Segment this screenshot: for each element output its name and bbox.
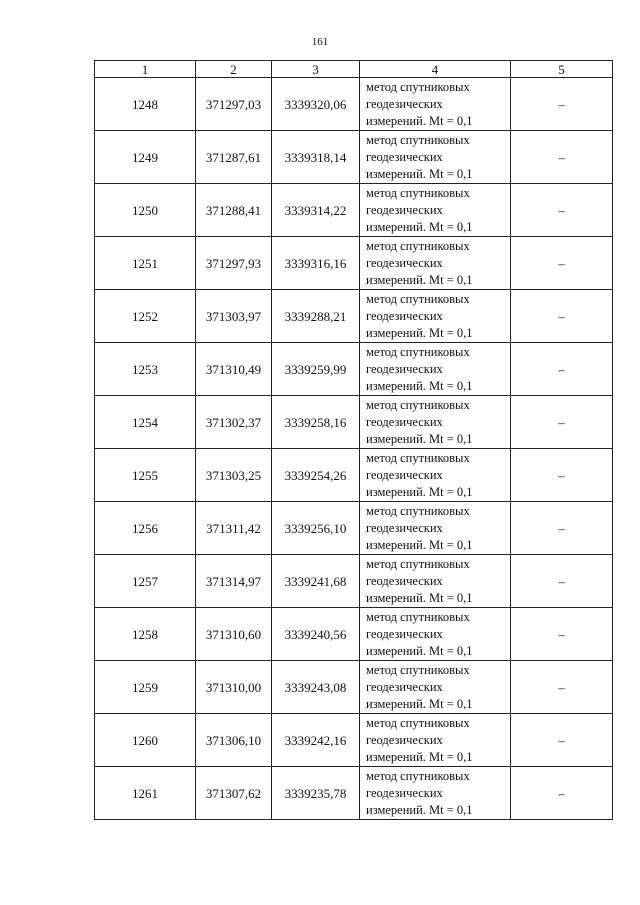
point-number-cell: 1253 xyxy=(95,343,196,396)
method-line-1: метод спутниковых xyxy=(366,291,470,306)
point-number-cell: 1259 xyxy=(95,661,196,714)
x-coordinate-cell: 371306,10 xyxy=(196,714,272,767)
table-row xyxy=(95,502,613,555)
column-header-1: 1 xyxy=(95,61,196,78)
y-coordinate-cell: 3339235,78 xyxy=(272,767,360,820)
method-line-3: измерений. Mt = 0,1 xyxy=(366,166,473,181)
method-line-1: метод спутниковых xyxy=(366,132,470,147)
method-line-3: измерений. Mt = 0,1 xyxy=(366,378,473,393)
note-cell: – xyxy=(511,184,613,237)
method-line-3: измерений. Mt = 0,1 xyxy=(366,590,473,605)
x-coordinate-cell: 371314,97 xyxy=(196,555,272,608)
point-number-cell: 1254 xyxy=(95,396,196,449)
method-cell xyxy=(360,502,511,555)
method-line-1: метод спутниковых xyxy=(366,609,470,624)
x-coordinate-cell: 371303,97 xyxy=(196,290,272,343)
method-cell xyxy=(360,184,511,237)
table-row xyxy=(95,449,613,502)
method-line-1: метод спутниковых xyxy=(366,503,470,518)
method-cell xyxy=(360,767,511,820)
note-cell: – xyxy=(511,502,613,555)
x-coordinate-cell: 371297,03 xyxy=(196,78,272,131)
table-row xyxy=(95,131,613,184)
method-line-2: геодезических xyxy=(366,149,443,164)
table-row xyxy=(95,78,613,131)
point-number-cell: 1248 xyxy=(95,78,196,131)
point-number-cell: 1255 xyxy=(95,449,196,502)
y-coordinate-cell: 3339254,26 xyxy=(272,449,360,502)
x-coordinate-cell: 371287,61 xyxy=(196,131,272,184)
method-line-2: геодезических xyxy=(366,202,443,217)
method-line-3: измерений. Mt = 0,1 xyxy=(366,749,473,764)
method-line-1: метод спутниковых xyxy=(366,79,470,94)
method-cell xyxy=(360,555,511,608)
table-row xyxy=(95,237,613,290)
method-line-1: метод спутниковых xyxy=(366,238,470,253)
y-coordinate-cell: 3339240,56 xyxy=(272,608,360,661)
point-number-cell: 1251 xyxy=(95,237,196,290)
method-line-3: измерений. Mt = 0,1 xyxy=(366,219,473,234)
note-cell: – xyxy=(511,661,613,714)
y-coordinate-cell: 3339258,16 xyxy=(272,396,360,449)
method-line-2: геодезических xyxy=(366,255,443,270)
column-header-5: 5 xyxy=(511,61,613,78)
method-line-2: геодезических xyxy=(366,96,443,111)
point-number-cell: 1260 xyxy=(95,714,196,767)
method-line-2: геодезических xyxy=(366,679,443,694)
method-cell xyxy=(360,396,511,449)
note-cell: – xyxy=(511,396,613,449)
method-cell xyxy=(360,714,511,767)
note-cell: – xyxy=(511,449,613,502)
note-cell: – xyxy=(511,714,613,767)
column-header-2: 2 xyxy=(196,61,272,78)
note-cell: – xyxy=(511,608,613,661)
point-number-cell: 1261 xyxy=(95,767,196,820)
method-cell xyxy=(360,131,511,184)
method-line-1: метод спутниковых xyxy=(366,450,470,465)
method-line-2: геодезических xyxy=(366,732,443,747)
point-number-cell: 1249 xyxy=(95,131,196,184)
method-line-1: метод спутниковых xyxy=(366,662,470,677)
method-line-3: измерений. Mt = 0,1 xyxy=(366,802,473,817)
table-row xyxy=(95,290,613,343)
x-coordinate-cell: 371310,00 xyxy=(196,661,272,714)
method-line-2: геодезических xyxy=(366,467,443,482)
method-line-3: измерений. Mt = 0,1 xyxy=(366,113,473,128)
y-coordinate-cell: 3339318,14 xyxy=(272,131,360,184)
method-cell xyxy=(360,661,511,714)
y-coordinate-cell: 3339320,06 xyxy=(272,78,360,131)
table-row xyxy=(95,396,613,449)
method-line-1: метод спутниковых xyxy=(366,185,470,200)
y-coordinate-cell: 3339241,68 xyxy=(272,555,360,608)
method-line-3: измерений. Mt = 0,1 xyxy=(366,643,473,658)
x-coordinate-cell: 371297,93 xyxy=(196,237,272,290)
point-number-cell: 1257 xyxy=(95,555,196,608)
y-coordinate-cell: 3339259,99 xyxy=(272,343,360,396)
x-coordinate-cell: 371310,49 xyxy=(196,343,272,396)
y-coordinate-cell: 3339316,16 xyxy=(272,237,360,290)
method-line-3: измерений. Mt = 0,1 xyxy=(366,431,473,446)
point-number-cell: 1256 xyxy=(95,502,196,555)
table-row xyxy=(95,555,613,608)
table-row xyxy=(95,343,613,396)
table-header xyxy=(95,61,613,78)
method-line-2: геодезических xyxy=(366,626,443,641)
method-line-2: геодезических xyxy=(366,520,443,535)
y-coordinate-cell: 3339243,08 xyxy=(272,661,360,714)
x-coordinate-cell: 371288,41 xyxy=(196,184,272,237)
method-line-3: измерений. Mt = 0,1 xyxy=(366,272,473,287)
note-cell: – xyxy=(511,290,613,343)
x-coordinate-cell: 371302,37 xyxy=(196,396,272,449)
coordinates-table xyxy=(94,60,613,820)
table-row xyxy=(95,661,613,714)
method-cell xyxy=(360,608,511,661)
point-number-cell: 1258 xyxy=(95,608,196,661)
table-row xyxy=(95,767,613,820)
method-cell xyxy=(360,449,511,502)
table-row xyxy=(95,184,613,237)
column-header-4: 4 xyxy=(360,61,511,78)
method-cell xyxy=(360,78,511,131)
note-cell: – xyxy=(511,555,613,608)
header-row xyxy=(95,61,613,78)
method-line-2: геодезических xyxy=(366,573,443,588)
column-header-3: 3 xyxy=(272,61,360,78)
method-line-2: геодезических xyxy=(366,414,443,429)
method-line-2: геодезических xyxy=(366,785,443,800)
method-cell xyxy=(360,237,511,290)
method-line-1: метод спутниковых xyxy=(366,556,470,571)
method-line-2: геодезических xyxy=(366,308,443,323)
note-cell: – xyxy=(511,237,613,290)
x-coordinate-cell: 371303,25 xyxy=(196,449,272,502)
table-row xyxy=(95,714,613,767)
y-coordinate-cell: 3339242,16 xyxy=(272,714,360,767)
method-cell xyxy=(360,290,511,343)
method-line-1: метод спутниковых xyxy=(366,768,470,783)
table-row xyxy=(95,608,613,661)
x-coordinate-cell: 371307,62 xyxy=(196,767,272,820)
method-cell xyxy=(360,343,511,396)
method-line-1: метод спутниковых xyxy=(366,344,470,359)
method-line-1: метод спутниковых xyxy=(366,715,470,730)
page-number: 161 xyxy=(311,36,329,48)
method-line-3: измерений. Mt = 0,1 xyxy=(366,325,473,340)
method-line-1: метод спутниковых xyxy=(366,397,470,412)
y-coordinate-cell: 3339288,21 xyxy=(272,290,360,343)
method-line-3: измерений. Mt = 0,1 xyxy=(366,537,473,552)
method-line-3: измерений. Mt = 0,1 xyxy=(366,696,473,711)
note-cell: – xyxy=(511,343,613,396)
x-coordinate-cell: 371310,60 xyxy=(196,608,272,661)
note-cell: – xyxy=(511,767,613,820)
x-coordinate-cell: 371311,42 xyxy=(196,502,272,555)
method-line-3: измерений. Mt = 0,1 xyxy=(366,484,473,499)
y-coordinate-cell: 3339256,10 xyxy=(272,502,360,555)
point-number-cell: 1252 xyxy=(95,290,196,343)
method-line-2: геодезических xyxy=(366,361,443,376)
note-cell: – xyxy=(511,78,613,131)
table-body xyxy=(95,78,613,820)
y-coordinate-cell: 3339314,22 xyxy=(272,184,360,237)
note-cell: – xyxy=(511,131,613,184)
point-number-cell: 1250 xyxy=(95,184,196,237)
